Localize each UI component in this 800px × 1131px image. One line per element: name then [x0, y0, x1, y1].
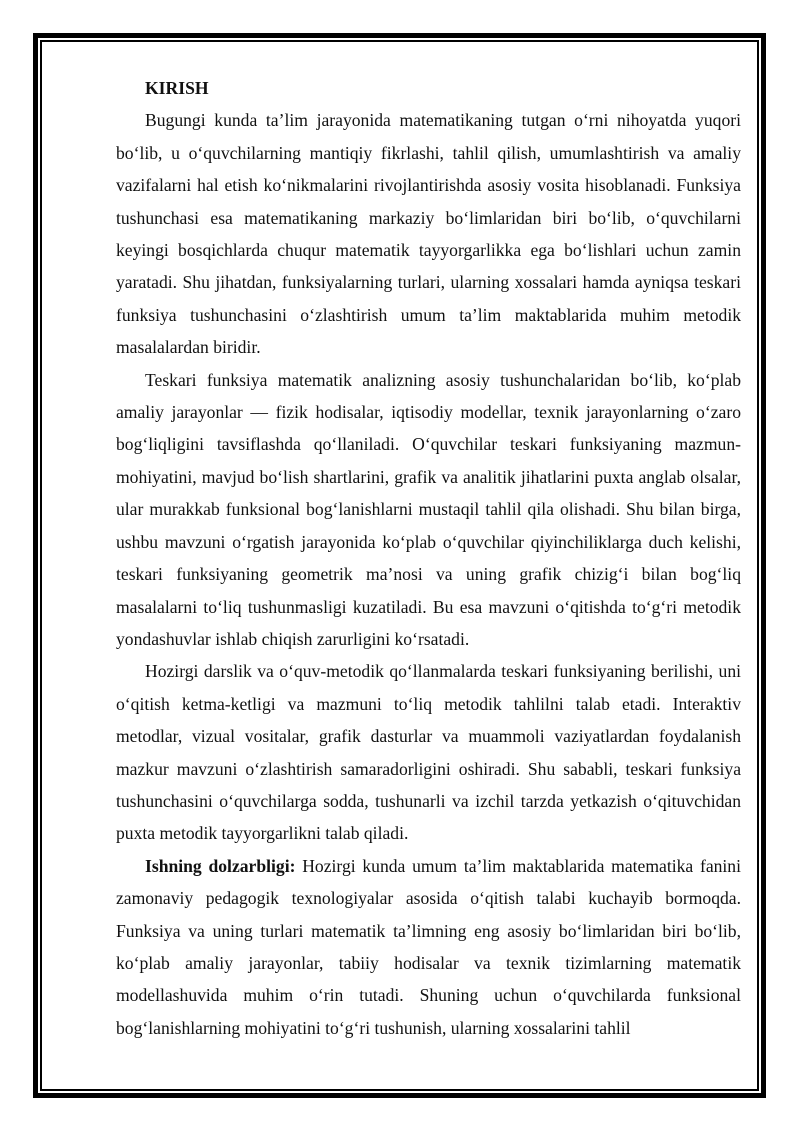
paragraph-inverse-function: Teskari funksiya matematik analizning asosiy tushunchalaridan bo‘lib, ko‘plab amaliy jarayonlar — fizik hodisalar, iqtisodiy modellar, texnik jarayonlarning o‘zaro bog‘liqligini tavsiflashda qo‘llaniladi. O‘quvchilar teskari funksiyaning mazmun-mohiyatini, mavjud bo‘lish shartlarini, grafik va analitik jihatlarini puxta anglab olsalar, ular murakkab funksional bog‘lanishlarni mustaqil tahlil qila olishadi. Shu bilan birga, ushbu mavzuni o‘rgatish jarayonida ko‘plab o‘quvchilar qiyinchiliklarga duch kelishi, teskari funksiyaning geometrik ma’nosi va uning grafik chizig‘i bilan bog‘liq masalalarni to‘liq tushunmasligi kuzatiladi. Bu esa mavzuni o‘qitishda to‘g‘ri metodik yondashuvlar ishlab chiqish zarurligini ko‘rsatadi. — [116, 369, 741, 649]
paragraph-intro: Bugungi kunda ta’lim jarayonida matematikaning tutgan o‘rni nihoyatda yuqori bo‘lib, u o‘quvchilarning mantiqiy fikrlashi, tahlil qilish, umumlashtirish va amaliy vazifalarni hal etish ko‘nikmalarini rivojlantirishda asosiy vosita hisoblanadi. Funksiya tushunchasi esa matematikaning markaziy bo‘limlaridan biri bo‘lib, o‘quvchilarni keyingi bosqichlarda chuqur matematik tayyorgarlikka ega bo‘lishlari uchun zamin yaratadi. Shu jihatdan, funksiyalarning turlari, ularning xossalari hamda ayniqsa teskari funksiya tushunchasini o‘zlashtirish umum ta’lim maktablarida muhim metodik masalalardan biridir. — [116, 110, 741, 358]
paragraph-relevance — [116, 850, 741, 1044]
section-heading: KIRISH — [145, 78, 209, 98]
paragraph-textbooks: Hozirgi darslik va o‘quv-metodik qo‘llanmalarda teskari funksiyaning berilishi, uni o‘qitish ketma-ketligi va mazmuni to‘liq metodik tahlilni talab etadi. Interaktiv metodlar, vizual vositalar, grafik dasturlar va muammoli vaziyatlardan foydalanish mazkur mavzuni o‘zlashtirish samaradorligini oshiradi. Shu sababli, teskari funksiya tushunchasini o‘quvchilarga sodda, tushunarli va izchil tarzda yetkazish o‘qituvchidan puxta metodik tayyorgarlikni talab qiladi. — [116, 661, 741, 844]
document-body — [116, 72, 741, 1044]
relevance-text: Hozirgi kunda umum ta’lim maktablarida matematika fanini zamonaviy pedagogik texnologiyalar asosida o‘qitish talabi kuchayib bormoqda. Funksiya va uning turlari matematik ta’limning eng asosiy bo‘limlaridan biri bo‘lib, ko‘plab amaliy jarayonlar, tabiiy hodisalar va texnik tizimlarning matematik modellashuvida muhim o‘rin tutadi. Shuning uchun o‘quvchilarda funksional bog‘lanishlarning mohiyatini to‘g‘ri tushunish, ularning xossalarini tahlil — [116, 855, 741, 1038]
relevance-label: Ishning dolzarbligi: — [145, 855, 296, 876]
